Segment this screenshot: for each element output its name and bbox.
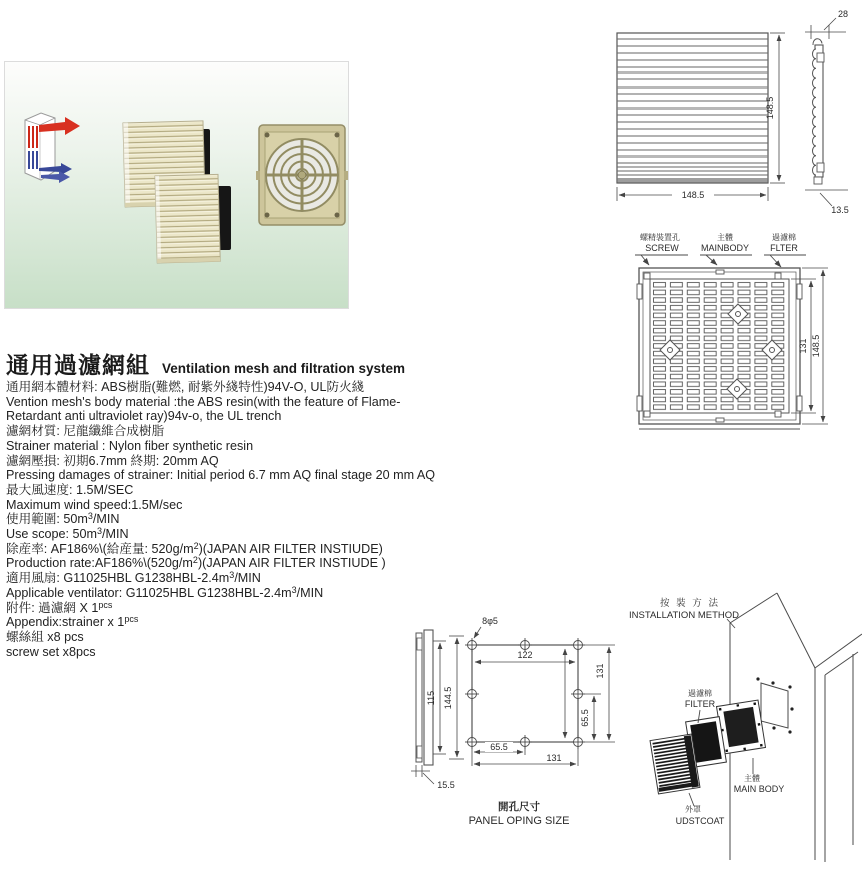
cabinet-cutout <box>761 683 788 728</box>
mainbody-label-zh: 主體 <box>717 233 733 242</box>
install-cover-zh: 外罩 <box>685 805 701 814</box>
install-title-zh: 按 裝 方 法 <box>660 598 720 609</box>
screw-label-zh: 螺精裝置孔 <box>640 233 680 242</box>
dim-depth-label: 15.5 <box>437 780 455 790</box>
filter-label-en: FLTER <box>770 243 798 253</box>
spec-line: 適用風扇: G11025HBL $G1238HBL-2.4m^3$/MIN <box>6 570 261 586</box>
installation-drawing <box>618 582 862 870</box>
dim-width-label: 148.5 <box>681 190 705 200</box>
spec-line: Retardant anti ultraviolet ray)94v-o, the UL trench <box>6 409 282 424</box>
opening-caption-en: PANEL OPING SIZE <box>468 815 570 827</box>
hole-spec-label: 8φ5 <box>482 616 498 626</box>
louver-side-profile <box>813 39 825 184</box>
dim-top-label: 28 <box>837 9 849 19</box>
dim-right-label: 131 <box>595 663 605 679</box>
spec-line: 使用範圍: $50m^3$/MIN <box>6 511 120 527</box>
spec-line: Use scope: $50m^3$/MIN <box>6 526 129 542</box>
install-filter-zh: 過濾棉 <box>688 689 712 698</box>
install-title-en: INSTALLATION METHOD <box>629 610 739 621</box>
install-body-zh: 主體 <box>744 774 760 783</box>
dim-foot-label: 13.5 <box>831 205 849 215</box>
outer-cover-part <box>650 734 700 794</box>
panel-opening-drawing <box>403 608 638 833</box>
spec-line: 濾網壓損: 初期6.7mm 終期: 20mm AQ <box>6 453 219 468</box>
page-subtitle: Ventilation mesh and filtration system <box>162 361 406 376</box>
dim-right-lower-label: 65.5 <box>580 709 590 727</box>
dim-left-outer-label: 144.5 <box>443 686 453 710</box>
fan-guard <box>256 125 348 225</box>
spec-line: Vention mesh's body material :the ABS resin(with the feature of Flame- <box>6 394 401 409</box>
spec-line: Appendix:strainer x $1^{pcs}$ <box>6 614 139 630</box>
spec-line: Maximum wind speed:1.5M/sec <box>6 497 183 512</box>
dim-height-label: 148.5 <box>765 96 775 120</box>
mesh-panel-drawing <box>625 226 862 476</box>
install-cover-en: UDSTCOAT <box>675 816 725 826</box>
spec-line: 濾網材質: 尼龍纖維合成樹脂 <box>6 424 165 439</box>
dim-width-inner-label: 122 <box>517 650 533 660</box>
spec-line: 除産率: AF186%\(給産量: $520g/m^2)(JAPAN$ AIR FILTER INSTIUDE) <box>6 540 383 556</box>
dim-left-inner-label: 115 <box>426 690 436 706</box>
title-block <box>6 347 606 380</box>
spec-line: 通用網本體材料: ABS樹脂(難燃, 耐紫外綫特性)94V-O, UL防火綫 <box>6 380 365 394</box>
install-body-en: MAIN BODY <box>733 784 785 794</box>
spec-line: 螺絲組 x8 pcs <box>6 629 84 644</box>
dim-outer-label: 148.5 <box>811 334 821 358</box>
spec-line: Strainer material : Nylon fiber synthetic resin <box>6 438 254 453</box>
spec-line: 最大風速度: 1.5M/SEC <box>6 482 134 497</box>
install-filter-en: FILTER <box>684 699 716 709</box>
filter-label-zh: 過濾棉 <box>772 233 796 242</box>
dim-inner-label: 131 <box>798 338 808 354</box>
louver-dimension-drawing <box>600 5 862 223</box>
product-photo <box>4 61 349 309</box>
spec-line: Production $rate:AF186\%\backslash(520g/m^2)(JAPAN$ AIR FILTER INSTIUDE ) <box>6 555 386 571</box>
spec-line: 附件: 過濾網 X $1^{pcs}$ <box>6 599 113 615</box>
dim-bottom-left-label: 65.5 <box>490 742 508 752</box>
spec-line: Applicable ventilator: G11025HBL $G1238HBL-2.4m^3$/MIN <box>6 584 324 600</box>
louver-panel-2 <box>155 174 220 263</box>
product-photo-image <box>4 61 349 309</box>
mainbody-label-en: MAINBODY <box>700 243 750 253</box>
spec-line: screw set x8pcs <box>6 644 96 659</box>
opening-caption-zh: 開孔尺寸 <box>498 801 540 813</box>
page-title: 通用過濾網組 <box>6 352 150 378</box>
spec-line: Pressing damages of strainer: Initial period 6.7 mm AQ final stage 20 mm AQ <box>6 468 436 483</box>
screw-label-en: SCREW <box>645 243 679 253</box>
dim-bottom-label: 131 <box>546 753 562 763</box>
